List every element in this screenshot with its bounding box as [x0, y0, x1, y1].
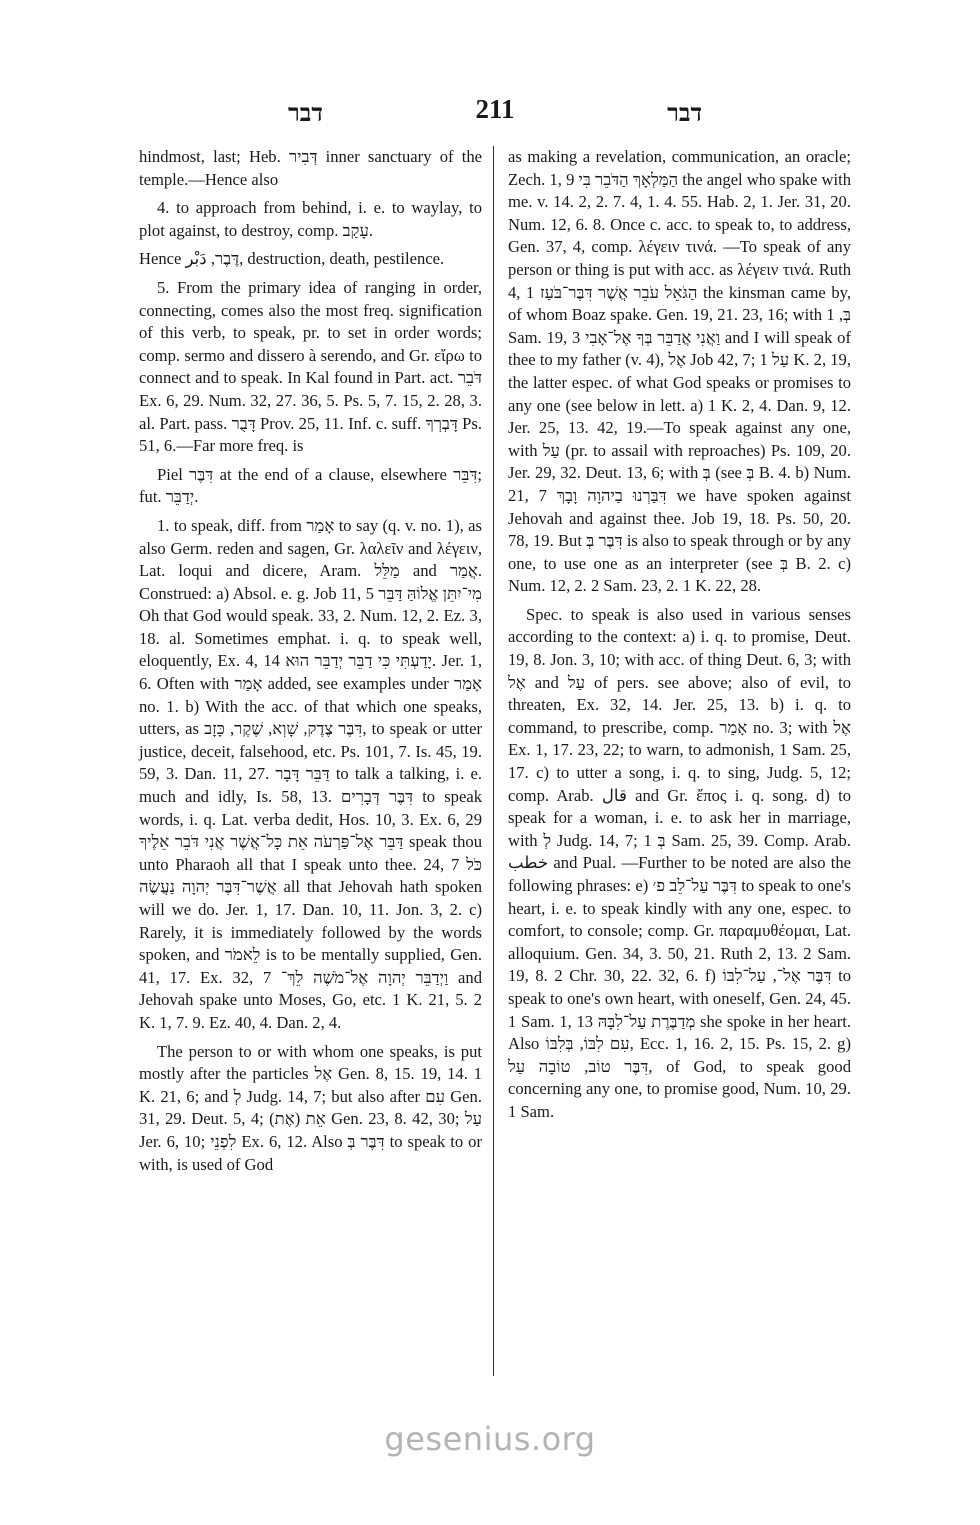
header-left-word: דבר	[288, 98, 323, 127]
paragraph: 4. to approach from behind, i. e. to waylay, to plot against, to destroy, comp. עָקַב.	[139, 198, 482, 240]
paragraph: 1. to speak, diff. from אָמַר to say (q. v. no. 1), as also Germ. reden and sagen, Gr. λαλεῖν and λέγειν, Lat. loqui and dicere, Aram. מַלֵּל and אֲמַר. Construed: a) Absol. e. g. Job 11, 5 מִי־יִתֵּן אֱלוֹהַּ דַּבֵּר Oh that God would speak. 33, 2. Num. 12, 2. Ez. 3, 18. al. Sometimes emphat. i. q. to speak well, eloquently, Ex. 4, 14 יָדַעְתִּי כִּי דַבֵּר יְדַבֵּר הוּא. Jer. 1, 6. Often with אָמַר added, see examples under אָמַר no. 1. b) With the acc. of that which one speaks, utters, as דִּבֶּר צֶדֶק, שָׁוְא, שֶׁקֶר, כָּזָב, to speak or utter justice, deceit, falsehood, etc. Ps. 101, 7. Is. 45, 19. 59, 3. Dan. 11, 27. דַּבֵּר דָּבָר to talk a talking, i. e. much and idly, Is. 58, 13. דִּבֶּר דְּבָרִים to speak words, i. q. Lat. verba dedit, Hos. 10, 3. Ex. 6, 29 דַּבֵּר אֶל־פַּרְעֹה אֵת כָּל־אֲשֶׁר אֲנִי דֹּבֵר אֵלֶיךָ speak thou unto Pharaoh all that I speak unto thee. 24, 7 כֹּל אֲשֶׁר־דִּבֶּר יְהוָה נַעֲשֶׂה all that Jehovah hath spoken will we do. Jer. 1, 17. Dan. 10, 11. Jon. 3, 2. c) Rarely, it is immediately followed by the words spoken, and לֵאמֹר is to be mentally supplied, Gen. 41, 17. Ex. 32, 7 וַיְדַבֵּר יְהוָה אֶל־מֹשֶׁה לֵךְ־ and Jehovah spake unto Moses, Go, etc. 1 K. 21, 5. 2 K. 1, 7. 9. Ez. 40, 4. Dan. 2, 4.	[139, 515, 483, 1032]
column-divider	[493, 146, 494, 1376]
paragraph: as making a revelation, communication, an oracle; Zech. 1, 9 הַמַּלְאָךְ הַדֹּבֵר בִּי the angel who spake with me. v. 14. 2, 2. 7. 4, 1. 4. 55. Hab. 2, 1. Jer. 31, 20. Num. 12, 6. 8. Once c. acc. to speak to, to address, Gen. 37, 4, comp. λέγειν τινά. —To speak of any person or thing is put with acc. as λέγειν τινά. Ruth 4, 1 הַגֹּאֵל עֹבֵר אֲשֶׁר דִּבֶּר־בֹּעַז the kinsman came by, of whom Boaz spake. Gen. 19, 21. 23, 16; with בְּ, 1 Sam. 19, 3 וַאֲנִי אֲדַבֵּר בְּךָ אֶל־אָבִי and I will speak of thee to my father (v. 4), אֶל Job 42, 7; עַל 1 K. 2, 19, the latter espec. of what God speaks or promises to any one (see below in lett. a) 1 K. 2, 4. Dan. 9, 12. Jer. 25, 13. 42, 19.—To speak against any one, with עַל (pr. to assail with reproaches) Ps. 109, 20. Jer. 29, 32. Deut. 13, 6; with בְּ (see בְּ B. 4. b) Num. 21, 7 דִּבַּרְנוּ בַיהוָה וָבָךְ we have spoken against Jehovah and against thee. Job 19, 18. Ps. 50, 20. 78, 19. But דִּבֶּר בְּ is also to speak through or by any one, to use one as an interpreter (see בְּ B. 2. c) Num. 12, 2. 2 Sam. 23, 2. 1 K. 22, 28.	[508, 147, 852, 596]
paragraph: Hence דֶּבֶר, دَبْر, destruction, death, pestilence.	[139, 249, 445, 269]
paragraph: Spec. to speak is also used in various senses according to the context: a) i. q. to promise, Deut. 19, 8. Jon. 3, 10; with acc. of thing Deut. 6, 3; with אֶל and עַל of pers. see above; also of evil, to threaten, Ex. 32, 14. Jer. 25, 13. b) i. q. to command, to prescribe, comp. אָמַר no. 3; with אֶל Ex. 1, 17. 23, 22; to warn, to admonish, 1 Sam. 25, 17. c) to utter a song, i. q. to sing, Judg. 5, 12; comp. Arab. قال and Gr. ἔπος i. q. song. d) to speak for a woman, i. e. to ask her in marriage, with לְ Judg. 14, 7; בְּ 1 Sam. 25, 39. Comp. Arab. خطب and Pual. —Further to be noted are also the following phrases: e) דִּבֶּר עַל־לֵב פ׳ to speak to one's heart, i. e. to speak kindly with any one, espec. to comfort, to console; comp. Gr. παραμυθέομαι, Lat. alloquium. Gen. 34, 3. 50, 21. Ruth 2, 13. 2 Sam. 19, 8. 2 Chr. 30, 22. 32, 6. f) דִּבֶּר אֶל־, עַל־לִבּוֹ to speak to one's own heart, with oneself, Gen. 24, 45. 1 Sam. 1, 13 מְדַבֶּרֶת עַל־לִבָּהּ she spoke in her heart. Also עִם לִבּוֹ, בְּלִבּוֹ, Ecc. 1, 16. 2, 15. Ps. 15, 2. g) דִּבֶּר טוֹב, טוֹבָה עַל, of God, to speak good concerning any one, to promise good, Num. 10, 29. 1 Sam.	[508, 604, 851, 1121]
watermark: gesenius.org	[384, 1420, 596, 1458]
page-number: 211	[475, 94, 515, 124]
paragraph: The person to or with whom one speaks, is put mostly after the particles אֶל Gen. 8, 15. 19, 14. 1 K. 21, 6; and לְ Judg. 14, 7; but also after עִם Gen. 31, 29. Deut. 5, 4; אֵת (אֶת) Gen. 23, 8. 42, 30; עַל Jer. 6, 10; לִפְנֵי Ex. 6, 12. Also דִּבֶּר בְּ to speak to or with, is used of God	[139, 1041, 483, 1174]
paragraph: hindmost, last; Heb. דְּבִיר inner sanctuary of the temple.—Hence also	[139, 147, 482, 189]
left-column	[139, 146, 482, 1176]
right-column	[508, 146, 851, 1124]
paragraph: Piel דִּבֶּר at the end of a clause, elsewhere דִּבֵּר; fut. יְדַבֵּר.	[139, 464, 482, 507]
header-right-word: דבר	[667, 98, 702, 127]
paragraph: 5. From the primary idea of ranging in order, connecting, comes also the most freq. signification of this verb, to speak, pr. to set in order words; comp. sermo and dissero à serendo, and Gr. εἴρω to connect and to speak. In Kal found in Part. act. דֹּבֵר Ex. 6, 29. Num. 32, 27. 36, 5. Ps. 5, 7. 15, 2. 28, 3. al. Part. pass. דָּבֻר Prov. 25, 11. Inf. c. suff. דָּבְרְךָ Ps. 51, 6.—Far more freq. is	[139, 277, 482, 456]
page-header	[140, 94, 850, 134]
